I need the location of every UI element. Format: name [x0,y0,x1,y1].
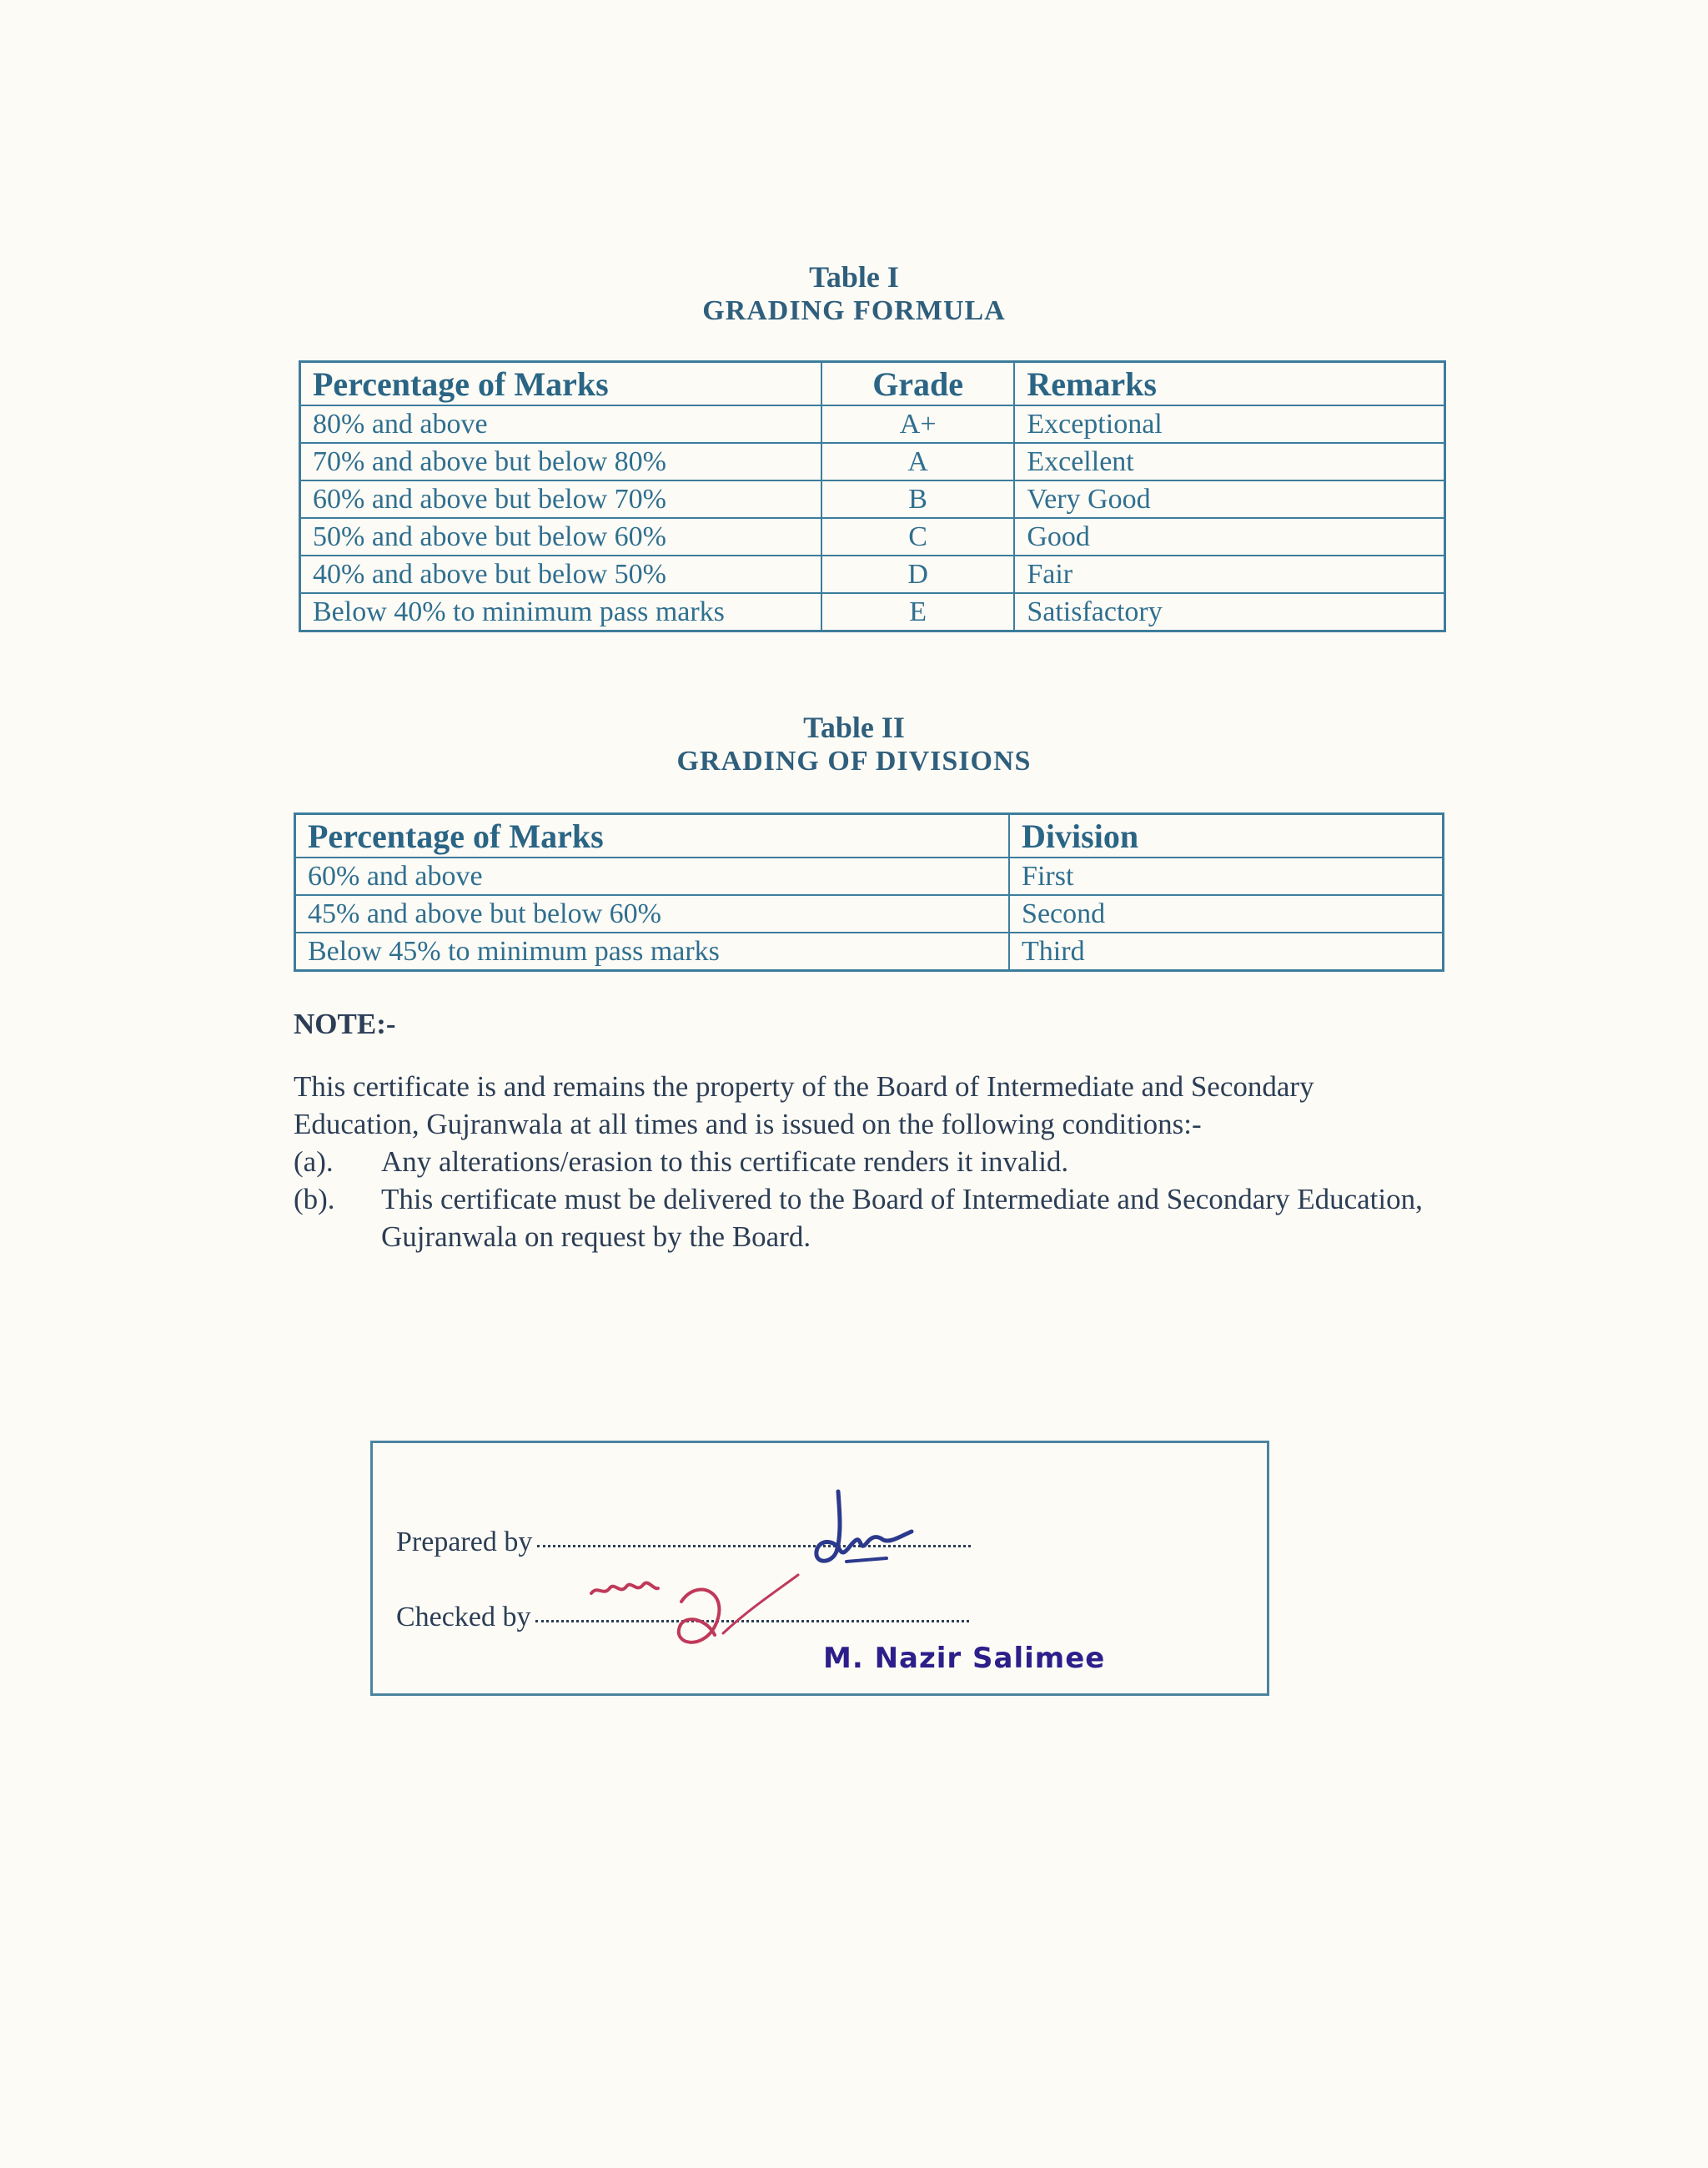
column-header: Grade [821,362,1014,406]
table-cell: A+ [821,405,1014,443]
table-cell: 60% and above but below 70% [300,480,821,518]
table-cell: Very Good [1014,480,1444,518]
table-row [300,518,1445,556]
table-cell: Third [1009,933,1443,971]
table-cell: Good [1014,518,1444,556]
table-header-row [300,362,1445,406]
stamp-name: M. Nazir Salimee [823,1642,1106,1675]
condition-item [294,1180,1436,1255]
table-cell: Second [1009,895,1443,933]
table-row [295,858,1444,895]
table-row [300,480,1445,518]
table-cell: D [821,556,1014,593]
table-header-row [295,814,1444,858]
prepared-by-label: Prepared by [396,1527,533,1557]
grading-divisions-table [294,812,1444,972]
table-cell: Excellent [1014,443,1444,480]
condition-label: (a). [294,1145,334,1178]
table2-caption-block [0,711,1708,777]
table-cell: C [821,518,1014,556]
table-cell: Fair [1014,556,1444,593]
table-cell: 80% and above [300,405,821,443]
table-cell: 60% and above [295,858,1010,895]
signature-box [370,1441,1269,1696]
condition-text: This certificate must be delivered to the Board of Intermediate and Secondary Education, Gujranwala on request by the Board. [381,1183,1423,1253]
table1-title: GRADING FORMULA [702,295,1006,327]
table1-caption-block [0,260,1708,327]
table-row [300,405,1445,443]
checked-by-label: Checked by [396,1602,531,1632]
table2-caption: Table II [803,711,905,744]
table-row [300,593,1445,631]
table-row [300,556,1445,593]
note-heading: NOTE:- [294,1008,396,1040]
table-cell: B [821,480,1014,518]
table-row [300,443,1445,480]
column-header: Percentage of Marks [295,814,1010,858]
table-cell: 40% and above but below 50% [300,556,821,593]
table1-caption: Table I [809,260,899,294]
table-cell: 70% and above but below 80% [300,443,821,480]
column-header: Division [1009,814,1443,858]
table-cell: E [821,593,1014,631]
note-intro: This certificate is and remains the property of the Board of Intermediate and Secondary Education, Gujranwala at all times and is issued on the following conditions:- [294,1070,1314,1140]
table-cell: Exceptional [1014,405,1444,443]
table2-title: GRADING OF DIVISIONS [676,746,1032,777]
note-body [294,1068,1436,1255]
table-row [295,895,1444,933]
table-cell: Below 40% to minimum pass marks [300,593,821,631]
condition-item [294,1143,1436,1180]
condition-label: (b). [294,1183,335,1215]
table-cell: A [821,443,1014,480]
prepared-by-signature [806,1485,932,1577]
table-cell: Below 45% to minimum pass marks [295,933,1010,971]
table-cell: 50% and above but below 60% [300,518,821,556]
table-cell: Satisfactory [1014,593,1444,631]
table-row [295,933,1444,971]
checked-by-signature [590,1568,806,1660]
condition-text: Any alterations/erasion to this certificate renders it invalid. [381,1145,1069,1178]
grading-formula-table [299,360,1446,632]
table-cell: 45% and above but below 60% [295,895,1010,933]
column-header: Percentage of Marks [300,362,821,406]
column-header: Remarks [1014,362,1444,406]
table-cell: First [1009,858,1443,895]
